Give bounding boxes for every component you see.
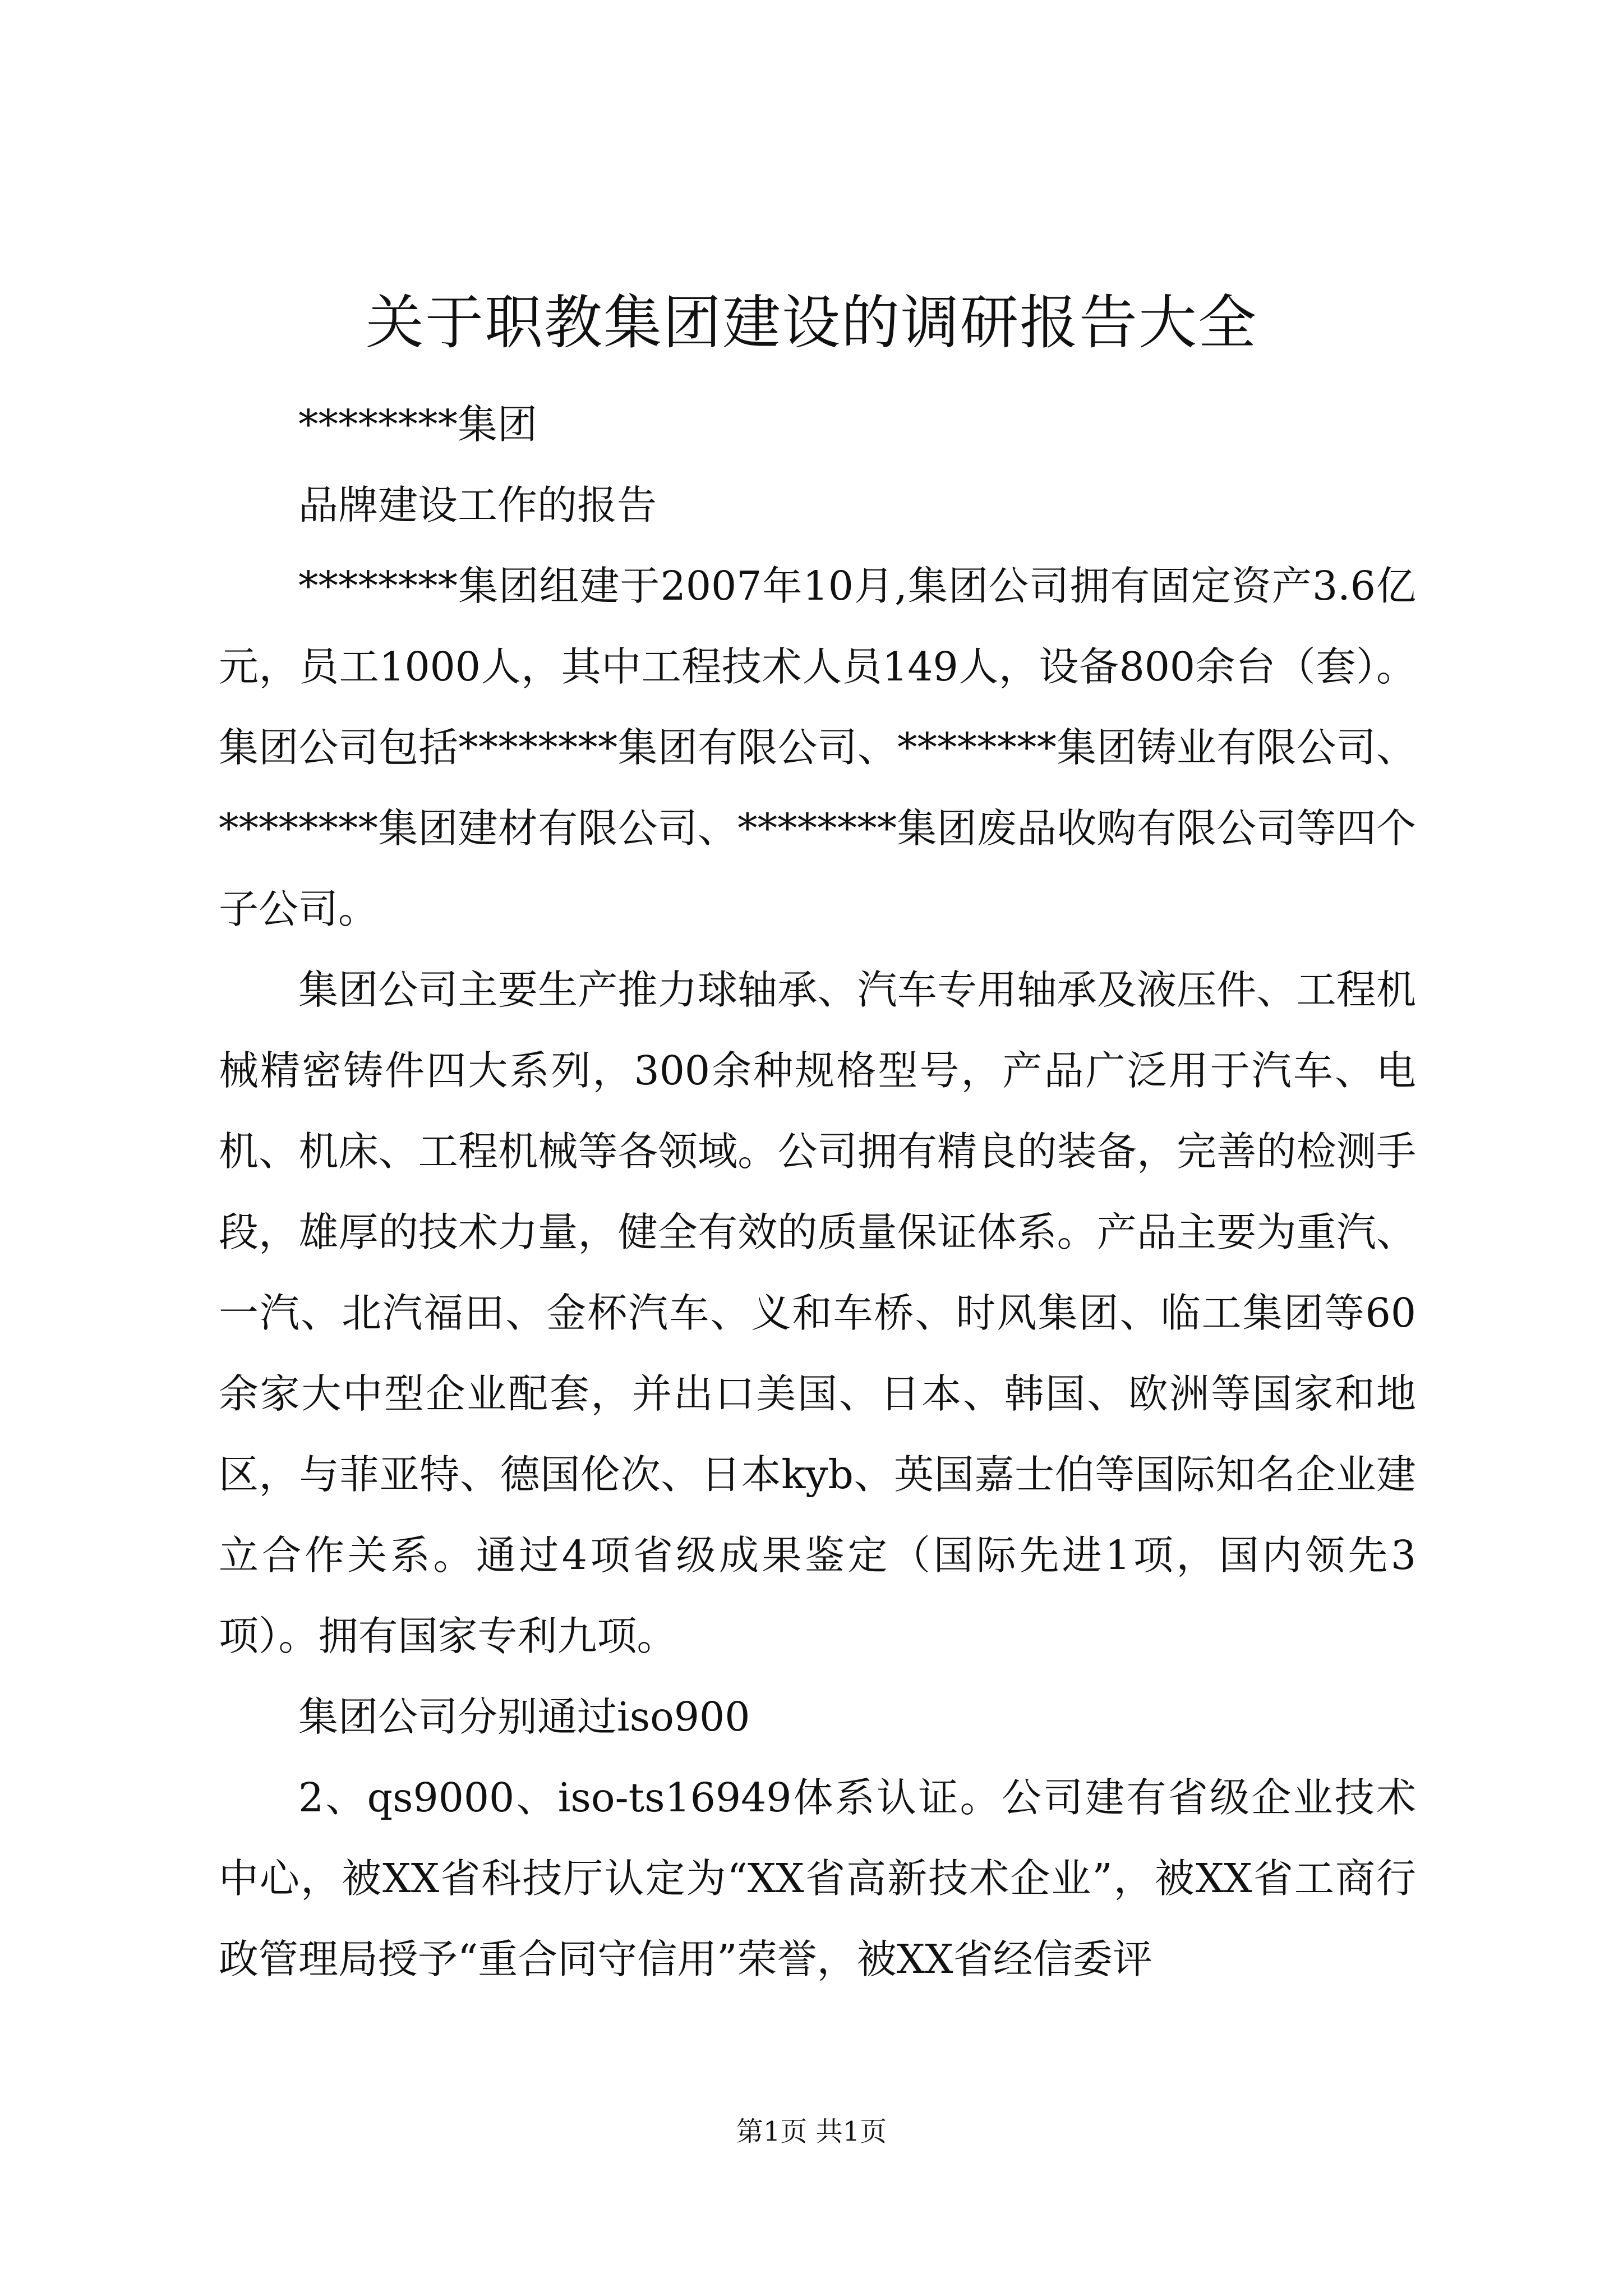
paragraph-certifications: 2、qs9000、iso-ts16949体系认证。公司建有省级企业技术中心，被XX省科技厅认定为“XX省高新技术企业”，被XX省工商行政管理局授予“重合同守信用”荣誉，被XX省经信委评	[219, 1774, 1416, 1982]
paragraph-products: 集团公司主要生产推力球轴承、汽车专用轴承及液压件、工程机械精密铸件四大系列，300余种规格型号，产品广泛用于汽车、电机、机床、工程机械等各领域。公司拥有精良的装备，完善的检测手段，雄厚的技术力量，健全有效的质量保证体系。产品主要为重汽、一汽、北汽福田、金杯汽车、义和车桥、时风集团、临工集团等60余家大中型企业配套，并出口美国、日本、韩国、欧洲等国家和地区，与菲亚特、德国伦次、日本kyb、英国嘉士伯等国际知名企业建立合作关系。通过4项省级成果鉴定（国际先进1项，国内领先3项）。拥有国家专利九项。	[219, 967, 1416, 1659]
paragraph-company-name: ********集团	[298, 401, 538, 448]
paragraph-certification-intro: 集团公司分别通过iso900	[298, 1694, 750, 1740]
document-title: 关于职教集团建设的调研报告大全	[365, 288, 1257, 357]
paragraph-report-subtitle: 品牌建设工作的报告	[298, 482, 657, 528]
page-footer: 第1页 共1页	[736, 2116, 887, 2147]
paragraph-company-overview: ********集团组建于2007年10月,集团公司拥有固定资产3.6亿元，员工1000人，其中工程技术人员149人，设备800余台（套）。集团公司包括********集团有限公司、********集团铸业有限公司、********集团建材有限公司、********集团废品收购有限公司等四个子公司。	[219, 563, 1416, 932]
document-body	[219, 384, 1416, 2000]
